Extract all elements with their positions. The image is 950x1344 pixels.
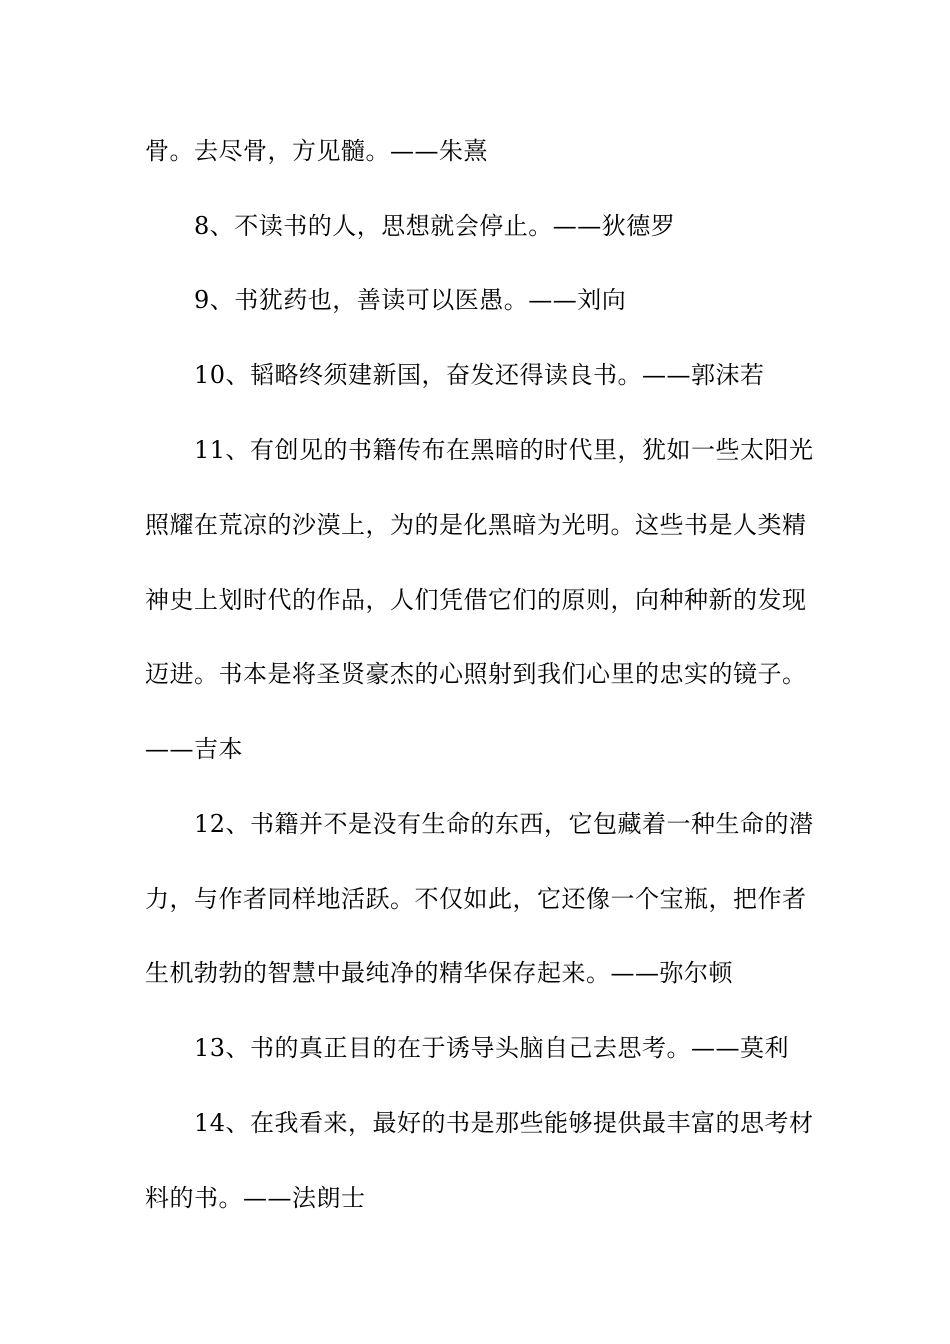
quote-11-line-2: 照耀在荒凉的沙漠上，为的是化黑暗为光明。这些书是人类精 <box>145 511 807 539</box>
quote-12-line-3: 生机勃勃的智慧中最纯净的精华保存起来。——弥尔顿 <box>145 959 733 987</box>
quote-14-line-2: 料的书。——法朗士 <box>145 1184 366 1212</box>
quote-11-line-3: 神史上划时代的作品，人们凭借它们的原则，向种种新的发现 <box>145 586 807 614</box>
quote-14-line-1: 14、在我看来，最好的书是那些能够提供最丰富的思考材 <box>194 1109 814 1137</box>
text-line-1: 骨。去尽骨，方见髓。——朱熹 <box>145 137 488 165</box>
quote-11-line-1: 11、有创见的书籍传布在黑暗的时代里，犹如一些太阳光 <box>194 436 814 464</box>
quote-8: 8、不读书的人，思想就会停止。——狄德罗 <box>194 212 676 240</box>
quote-9: 9、书犹药也，善读可以医愚。——刘向 <box>194 286 627 314</box>
quote-11-line-4: 迈进。书本是将圣贤豪杰的心照射到我们心里的忠实的镜子。 <box>145 660 807 688</box>
quote-10: 10、韬略终须建新国，奋发还得读良书。——郭沫若 <box>194 361 765 389</box>
quote-12-line-1: 12、书籍并不是没有生命的东西，它包藏着一种生命的潜 <box>194 810 814 838</box>
quote-11-author: ——吉本 <box>145 735 243 763</box>
quote-12-line-2: 力，与作者同样地活跃。不仅如此，它还像一个宝瓶，把作者 <box>145 885 807 913</box>
quote-13: 13、书的真正目的在于诱导头脑自己去思考。——莫利 <box>194 1034 790 1062</box>
